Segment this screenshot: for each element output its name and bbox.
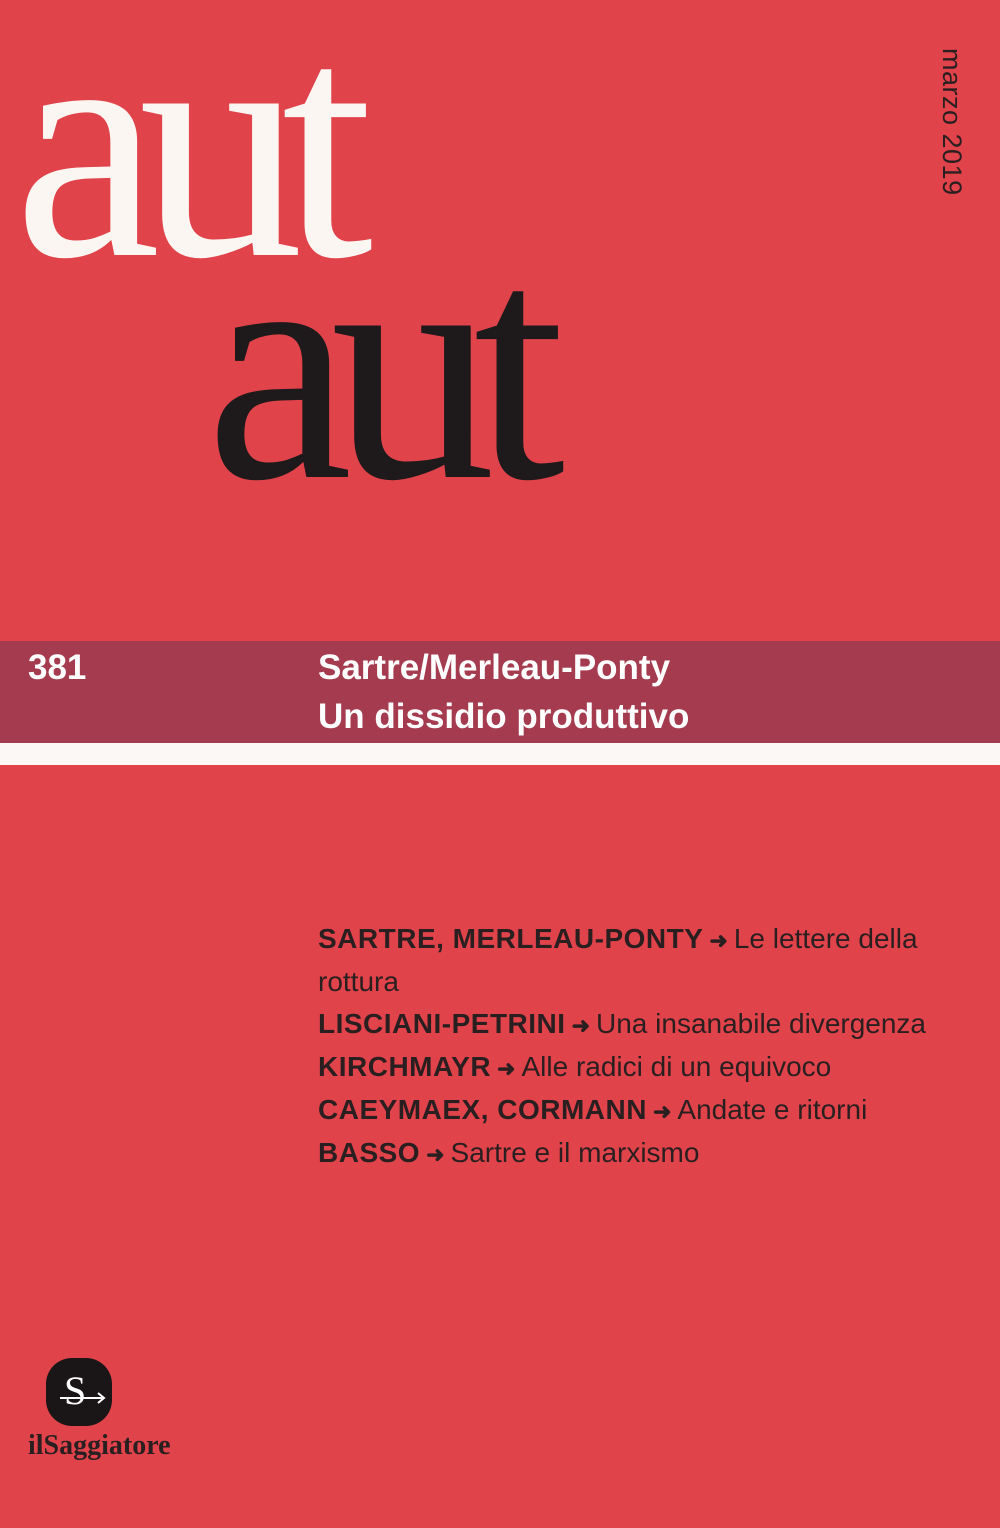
- issue-title-line1: Sartre/Merleau-Ponty: [318, 648, 671, 687]
- toc-author: LISCIANI-PETRINI: [318, 1007, 566, 1039]
- toc-author: SARTRE, MERLEAU-PONTY: [318, 923, 704, 954]
- toc-item: [318, 1089, 938, 1132]
- toc-author: CAEYMAEX, CORMANN: [318, 1094, 647, 1126]
- toc-title: Sartre e il marxismo: [450, 1137, 700, 1169]
- white-divider: [0, 743, 1000, 765]
- toc-author: KIRCHMAYR: [318, 1050, 492, 1082]
- arrow-right-icon: ➜: [709, 928, 728, 953]
- arrow-right-icon: ➜: [652, 1099, 672, 1125]
- issue-date: marzo 2019: [937, 48, 967, 196]
- arrow-right-icon: ➜: [497, 1055, 516, 1081]
- toc-title: Andate e ritorni: [677, 1094, 868, 1126]
- toc-item: [318, 1003, 938, 1046]
- issue-title-line2: Un dissidio produttivo: [318, 697, 690, 736]
- masthead-title-top: aut: [14, 0, 352, 327]
- issue-number: 381: [28, 648, 87, 687]
- toc-author: BASSO: [318, 1137, 421, 1169]
- toc-title: Le lettere della rottura: [318, 923, 918, 998]
- table-of-contents: [318, 918, 938, 1176]
- masthead-title-bottom: aut: [206, 184, 544, 549]
- toc-title: Alle radici di un equivoco: [521, 1050, 832, 1082]
- toc-item: [318, 918, 938, 1003]
- s-arrow-logo-icon: [46, 1358, 112, 1426]
- toc-item: [318, 1132, 938, 1175]
- toc-item: [318, 1046, 938, 1089]
- toc-title: Una insanabile divergenza: [596, 1007, 926, 1039]
- arrow-right-icon: ➜: [426, 1142, 445, 1168]
- arrow-right-icon: ➜: [571, 1012, 590, 1038]
- publisher-name: ilSaggiatore: [28, 1430, 171, 1461]
- svg-text:S: S: [64, 1368, 87, 1413]
